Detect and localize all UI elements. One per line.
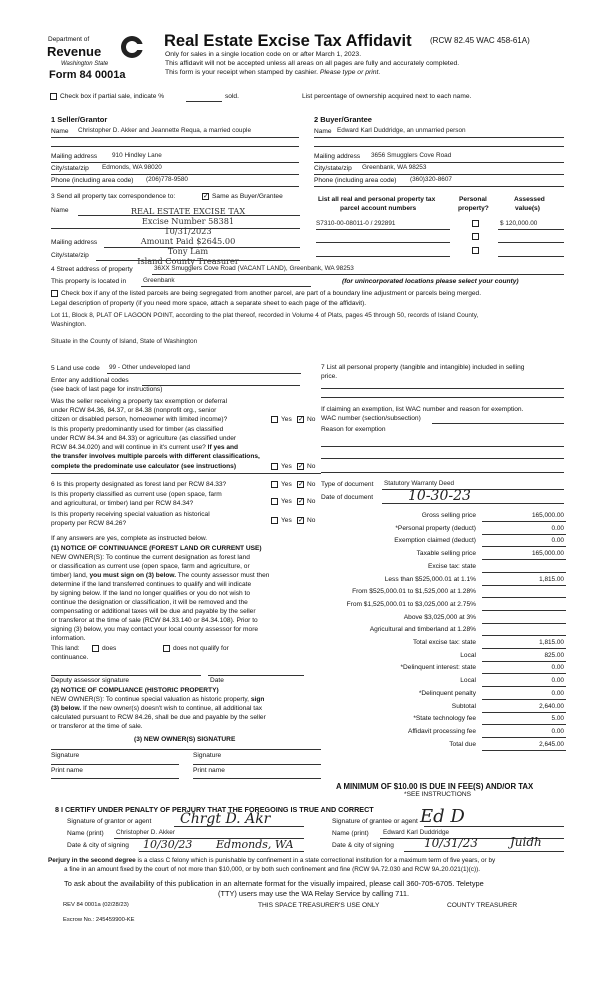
q-exemption-c: citizen or disabled person, homeowner with limited income)?	[51, 416, 228, 423]
reason-label: Reason for exemption	[321, 426, 386, 433]
rcw-citation: (RCW 82.45 WAC 458-61A)	[430, 36, 530, 45]
n2-l3: calculated pursuant to RCW 84.26, shall be due and payable by the seller	[51, 714, 266, 721]
ownership-note: List percentage of ownership acquired next to each name.	[302, 93, 472, 100]
calc-label: Less than $525,000.01 at 1.1%	[384, 576, 476, 583]
owner-print-label-2: Print name	[193, 767, 225, 774]
calc-label: Excise tax: state	[427, 563, 476, 570]
calc-value[interactable]: 2,640.00	[539, 703, 564, 710]
buyer-mail-label: Mailing address	[314, 153, 361, 160]
grantee-date[interactable]: 10/31/23	[424, 836, 478, 850]
form-number: Form 84 0001a	[49, 69, 126, 81]
calc-value[interactable]: 5.00	[551, 715, 564, 722]
q-timber-b: under RCW 84.34 and 84.33) or agriculture (as classified under	[51, 435, 237, 442]
personal-property-checkbox-2[interactable]	[472, 233, 479, 240]
timber-yes-checkbox[interactable]	[271, 463, 278, 470]
buyer-phone-label: Phone (including area code)	[314, 177, 397, 184]
stamp-line-6: Island County Treasurer	[137, 256, 239, 266]
yes-label: Yes	[281, 498, 292, 505]
calc-label: *Personal property (deduct)	[395, 525, 476, 532]
timber-no-checkbox[interactable]: ✓	[298, 463, 304, 470]
stamp-line-1: REAL ESTATE EXCISE TAX	[130, 206, 246, 216]
buyer-city-state-zip[interactable]: Greenbank, WA 98253	[362, 164, 427, 171]
buyer-mailing-address[interactable]: 3656 Smugglers Cove Road	[371, 152, 452, 159]
calc-label: Above $3,025,000 at 3%	[403, 614, 476, 621]
grantee-city[interactable]: Juidh	[510, 835, 542, 849]
yes-label: Yes	[281, 463, 292, 470]
assessed-value[interactable]: $ 120,000.00	[500, 220, 538, 227]
calc-value[interactable]: 0.00	[551, 677, 564, 684]
calc-value[interactable]: 1,815.00	[539, 576, 564, 583]
historic-yes-checkbox[interactable]	[271, 517, 278, 524]
q-exemption-a: Was the seller receiving a property tax exemption or deferral	[51, 398, 228, 405]
street-address[interactable]: 36XX Smugglers Cove Road (VACANT LAND), Greenbank, WA 98253	[154, 265, 354, 272]
this-land-label: This land:	[51, 645, 80, 652]
partial-sale-checkbox[interactable]	[50, 93, 57, 100]
partial-sale-label: Check box if partial sale, indicate %	[60, 93, 165, 100]
calc-label: Affidavit processing fee	[407, 728, 476, 735]
s3-city-label: City/state/zip	[51, 252, 89, 259]
s6-q2b: and agricultural, or timber) land per RCW 84.34?	[51, 500, 194, 507]
s6-q2a: Is this property classified as current use (open space, farm	[51, 491, 222, 498]
no-label: No	[307, 481, 316, 488]
legal-description-2[interactable]: Washington.	[51, 321, 87, 328]
no-label: No	[307, 463, 316, 470]
calc-label: *Delinquent interest: state	[400, 664, 476, 671]
calc-value[interactable]: 1,815.00	[539, 639, 564, 646]
s6-q3b: property per RCW 84.26?	[51, 520, 127, 527]
q-timber-e: complete the predominate use calculator (see instructions)	[51, 463, 237, 470]
n2-l4: or transferor at the time of sale.	[51, 723, 143, 730]
type-doc-label: Type of document	[321, 481, 374, 488]
revenue-wordmark: Revenue	[47, 44, 102, 59]
owner-signature-label-2: Signature	[193, 752, 222, 759]
seller-city-state-zip[interactable]: Edmonds, WA 98020	[102, 164, 162, 171]
s3-name-label: Name	[51, 207, 69, 214]
legal-description-label: Legal description of property (if you need more space, attach a separate sheet to each page of the affidavit).	[51, 300, 367, 307]
date-of-document[interactable]: 10-30-23	[408, 488, 471, 504]
n1-l7: compensating or additional taxes will be due and payable by the seller	[51, 608, 256, 615]
owner-print-label-1: Print name	[51, 767, 83, 774]
n1-l9: signing (3) below, you may contact your local county assessor for more	[51, 626, 259, 633]
assessed-header-b: value(s)	[515, 205, 540, 212]
accessibility-line-2: (TTY) users may use the WA Relay Service by calling 711.	[218, 889, 409, 898]
calc-label: From $1,525,000.01 to $3,025,000 at 2.75%	[346, 601, 476, 608]
if-yes-note: If any answers are yes, complete as instructed below.	[51, 535, 208, 542]
calc-value[interactable]: 165,000.00	[532, 512, 564, 519]
buyer-phone[interactable]: (360)320-8607	[410, 176, 452, 183]
buyer-city-label: City/state/zip	[314, 165, 352, 172]
see-instructions: *SEE INSTRUCTIONS	[404, 791, 472, 798]
see-back-label: (see back of last page for instructions)	[51, 386, 163, 393]
n1-l8: or transferor at the time of sale (RCW 84.33.140 or 84.34.108). Prior to	[51, 617, 258, 624]
does-not-label: does not qualify for	[173, 645, 229, 652]
seller-city-label: City/state/zip	[51, 165, 89, 172]
same-as-buyer-label: Same as Buyer/Grantee	[212, 193, 283, 200]
certify-statement: 8 I CERTIFY UNDER PENALTY OF PERJURY THAT THE FOREGOING IS TRUE AND CORRECT	[55, 805, 374, 814]
wa-state: Washington State	[61, 61, 109, 67]
q-exemption-b: under RCW 84.36, 84.37, or 84.38 (nonprofit org., senior	[51, 407, 217, 414]
no-label: No	[307, 416, 316, 423]
grantee-date-label: Date & city of signing	[332, 842, 394, 849]
s7-intro-b: price.	[321, 373, 338, 380]
q-timber-c: RCW 84.34.020) and will continue in it's current use? If yes and	[51, 444, 239, 451]
stamp-line-2: Excise Number 58381	[141, 216, 235, 226]
minimum-fee-note: A MINIMUM OF $10.00 IS DUE IN FEE(S) AND/OR TAX	[336, 782, 534, 791]
deputy-date-label: Date	[210, 677, 224, 684]
legal-description-3[interactable]: Situate in the County of Island, State of Washington	[51, 338, 198, 345]
personal-header: Personal	[459, 196, 487, 203]
n1-l2: or classification as current use (open space, farm and agriculture, or	[51, 563, 250, 570]
legal-description-1[interactable]: Lot 11, Block 8, PLAT OF LAGOON POINT, according to the plat thereof, recorded in Volume 4 of Plats, pages 45 through 50, records of Island County,	[51, 312, 479, 319]
does-not-qualify-checkbox[interactable]	[163, 645, 170, 652]
perjury-line-2: a fine in an amount fixed by the court of not more than $10,000, or by both such confinement and fine (RCW 9A.72.030 and RCW 9A.20.021(1)(c)).	[64, 866, 480, 873]
exemption-yes-checkbox[interactable]	[271, 416, 278, 423]
grantee-name-label: Name (print)	[332, 830, 369, 837]
buyer-name-label: Name	[314, 128, 332, 135]
calc-value[interactable]: 165,000.00	[532, 550, 564, 557]
header-line-2: This affidavit will not be accepted unless all areas on all pages are fully and accurately completed.	[165, 60, 460, 67]
calc-value[interactable]: 2,645.00	[539, 741, 564, 748]
n1-l3: timber) land, you must sign on (3) below. The county assessor must then	[51, 572, 270, 579]
q-timber-a: Is this property predominantly used for timber (as classified	[51, 426, 224, 433]
dept-of: Department of	[48, 36, 90, 43]
s6-q3a: Is this property receiving special valuation as historical	[51, 511, 210, 518]
treasurer-use-only: THIS SPACE TREASURER'S USE ONLY	[258, 902, 380, 909]
date-doc-label: Date of document	[321, 494, 374, 501]
new-owner-signature-title: (3) NEW OWNER(S) SIGNATURE	[134, 736, 236, 743]
seller-name[interactable]: Christopher D. Akker and Jeannette Requa, a married couple	[78, 127, 251, 134]
unincorporated-note: (for unincorporated locations please select your county)	[342, 278, 519, 285]
form-title: Real Estate Excise Tax Affidavit	[164, 32, 412, 50]
grantor-city[interactable]: Edmonds, WA	[216, 838, 294, 851]
n1-l4: determine if the land transferred continues to qualify and will indicate	[51, 581, 252, 588]
does-qualify-checkbox[interactable]	[92, 645, 99, 652]
notice-continuance-title: (1) NOTICE OF CONTINUANCE (FOREST LAND OR CURRENT USE)	[51, 545, 262, 552]
calc-label: Exemption claimed (deduct)	[394, 537, 476, 544]
same-as-buyer-checkbox[interactable]: ✓	[203, 193, 209, 200]
n1-l10: information.	[51, 635, 86, 642]
section3-label: 3 Send all property tax correspondence to:	[51, 193, 176, 200]
continuance-label: continuance.	[51, 654, 89, 661]
revision-number: REV 84 0001a (02/28/23)	[63, 902, 129, 908]
grantee-signature[interactable]: Ed D	[420, 806, 465, 827]
grantor-name-label: Name (print)	[67, 830, 104, 837]
s3-mail-label: Mailing address	[51, 239, 98, 246]
assessed-header: Assessed	[514, 196, 545, 203]
n1-l6: continue the designation or classification, it will be removed and the	[51, 599, 248, 606]
exempt-intro: If claiming an exemption, list WAC number and reason for exemption.	[321, 406, 524, 413]
exemption-no-checkbox[interactable]: ✓	[298, 416, 304, 423]
header-line-1: Only for sales in a single location code on or after March 1, 2023.	[165, 51, 362, 58]
grantor-signature-label: Signature of grantor or agent	[67, 818, 152, 825]
sold-label: sold.	[225, 93, 239, 100]
land-use-label: 5 Land use code	[51, 365, 100, 372]
yes-label: Yes	[281, 517, 292, 524]
calc-value[interactable]: 0.00	[551, 525, 564, 532]
does-label: does	[102, 645, 117, 652]
grantor-print-name[interactable]: Christopher D. Akker	[116, 829, 175, 836]
header-line-3: This form is your receipt when stamped by cashier. Please type or print.	[165, 69, 381, 76]
s7-intro-a: 7 List all personal property (tangible and intangible) included in selling	[321, 364, 525, 371]
additional-codes-label: Enter any additional codes	[51, 377, 129, 384]
parcel-number[interactable]: S7310-00-08011-0 / 292891	[316, 220, 396, 227]
perjury-line-1: Perjury in the second degree is a class C felony which is punishable by confinement in a state correctional institution for a maximum term of five years, or by	[48, 857, 496, 864]
forest-yes-checkbox[interactable]	[271, 481, 278, 488]
type-of-document[interactable]: Statutory Warranty Deed	[384, 480, 455, 487]
forest-no-checkbox[interactable]: ✓	[298, 481, 304, 488]
calc-label: *Delinquent penalty	[418, 690, 476, 697]
current-use-no-checkbox[interactable]: ✓	[298, 498, 304, 505]
seller-phone-label: Phone (including area code)	[51, 177, 134, 184]
grantor-signature[interactable]: Chrgt D. Akr	[180, 811, 271, 827]
grantee-signature-label: Signature of grantee or agent	[332, 818, 418, 825]
calc-label: *State technology fee	[413, 715, 476, 722]
personal-property-checkbox-1[interactable]	[472, 220, 479, 227]
grantor-date[interactable]: 10/30/23	[143, 838, 193, 851]
stamp-line-3: 10/31/2023	[164, 226, 212, 236]
grantor-date-label: Date & city of signing	[67, 842, 129, 849]
n2-l2: (3) below. If the new owner(s) doesn't wish to continue, all additional tax	[51, 705, 263, 712]
stamp-line-4: Amount Paid $2645.00	[140, 236, 236, 246]
calc-value[interactable]: 825.00	[544, 652, 564, 659]
street-label: 4 Street address of property	[51, 266, 133, 273]
calc-label: Taxable selling price	[416, 550, 476, 557]
seller-mail-label: Mailing address	[51, 153, 98, 160]
calc-label: Total due	[449, 741, 476, 748]
escrow-number: Escrow No.: 245459900-KE	[63, 917, 135, 923]
parcel-header-1b: parcel account numbers	[340, 205, 417, 212]
calc-label: Subtotal	[451, 703, 476, 710]
q-timber-d: the transfer involves multiple parcels with different classifications,	[51, 453, 260, 460]
calc-value[interactable]: 0.00	[551, 537, 564, 544]
segregated-checkbox[interactable]	[51, 290, 58, 297]
located-in[interactable]: Greenbank	[143, 277, 175, 284]
calc-label: Local	[460, 652, 476, 659]
buyer-name[interactable]: Edward Karl Duddridge, an unmarried person	[337, 127, 466, 134]
current-use-yes-checkbox[interactable]	[271, 498, 278, 505]
calc-value[interactable]: 0.00	[551, 690, 564, 697]
seller-phone[interactable]: (206)778-9580	[146, 176, 188, 183]
buyer-section-title: 2 Buyer/Grantee	[314, 115, 372, 124]
land-use-code[interactable]: 99 - Other undeveloped land	[109, 364, 191, 371]
grantee-print-name[interactable]: Edward Karl Duddridge	[383, 829, 450, 836]
wac-number-label: WAC number (section/subsection)	[321, 415, 421, 422]
deputy-signature-label: Deputy assessor signature	[51, 677, 130, 684]
stamp-line-5: Tony Lam	[167, 246, 209, 256]
seller-mailing-address[interactable]: 910 Hindley Lane	[112, 152, 162, 159]
county-treasurer: COUNTY TREASURER	[447, 902, 518, 909]
calc-label: Total excise tax: state	[412, 639, 476, 646]
calc-value[interactable]: 0.00	[551, 664, 564, 671]
calc-label: Local	[460, 677, 476, 684]
personal-property-checkbox-3[interactable]	[472, 247, 479, 254]
owner-signature-label-1: Signature	[51, 752, 80, 759]
located-label: This property is located in	[51, 278, 127, 285]
calc-label: Gross selling price	[421, 512, 476, 519]
segregated-label: Check box if any of the listed parcels are being segregated from another parcel, are part of a boundary line adjustment or parcels being merged.	[61, 290, 482, 297]
n1-l1: NEW OWNER(S): To continue the current designation as forest land	[51, 554, 250, 561]
seller-section-title: 1 Seller/Grantor	[51, 115, 108, 124]
parcel-header-1: List all real and personal property tax	[318, 196, 436, 203]
calc-value[interactable]: 0.00	[551, 728, 564, 735]
notice-compliance-title: (2) NOTICE OF COMPLIANCE (HISTORIC PROPERTY)	[51, 687, 219, 694]
no-label: No	[307, 498, 316, 505]
calc-label: From $525,000.01 to $1,525,000 at 1.28%	[352, 588, 476, 595]
yes-label: Yes	[281, 416, 292, 423]
personal-header-b: property?	[458, 205, 489, 212]
s6-q1: 6 Is this property designated as forest land per RCW 84.33?	[51, 481, 227, 488]
no-label: No	[307, 517, 316, 524]
n2-l1: NEW OWNER(S): To continue special valuation as historic property, sign	[51, 696, 265, 703]
accessibility-line-1: To ask about the availability of this publication in an alternate format for the visually impaired, please call 360-705-6705. Teletype	[64, 879, 484, 888]
seller-name-label: Name	[51, 128, 69, 135]
calc-label: Agricultural and timberland at 1.28%	[369, 626, 476, 633]
historic-no-checkbox[interactable]: ✓	[298, 517, 304, 524]
n1-l5: by signing below. If the land no longer qualifies or you do not wish to	[51, 590, 251, 597]
yes-label: Yes	[281, 481, 292, 488]
